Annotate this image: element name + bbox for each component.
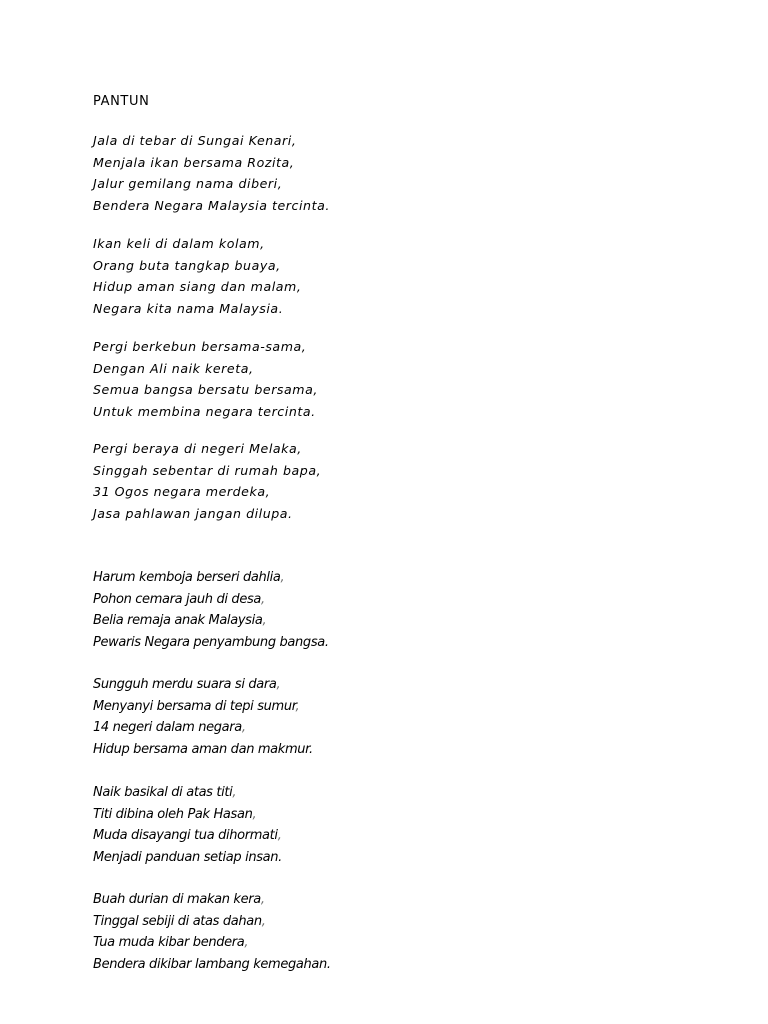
stanza-4 — [93, 438, 321, 524]
line-comma: , — [295, 698, 300, 714]
line-text: Naik basikal di atas titi — [93, 785, 233, 800]
stanza-2 — [93, 233, 301, 319]
stanza-line: Singgah sebentar di rumah bapa, — [93, 462, 322, 478]
line-comma: , — [276, 677, 281, 692]
stanza-line — [93, 889, 331, 911]
stanza-line: Semua bangsa bersatu bersama, — [93, 382, 318, 397]
line-comma: , — [241, 720, 246, 735]
line-text: Menjadi panduan setiap insan. — [93, 849, 282, 865]
stanza-line: Jala di tebar di Sungai Kenari, — [93, 133, 297, 148]
stanza-line — [93, 739, 313, 761]
line-text: Harum kemboja berseri dahlia — [93, 570, 281, 585]
line-text: Belia remaja anak Malaysia — [93, 613, 263, 628]
line-text: Tinggal sebiji di atas dahan — [93, 913, 262, 929]
stanza-line: Hidup aman siang dan malam, — [93, 279, 302, 294]
stanza-line — [93, 804, 282, 826]
stanza-line: Jasa pahlawan jangan dilupa. — [93, 505, 293, 521]
line-text: Hidup bersama aman dan makmur. — [93, 741, 313, 757]
stanza-line: Orang buta tangkap buaya, — [93, 257, 281, 273]
line-comma: , — [232, 785, 237, 800]
line-text: Pewaris Negara penyambung bangsa. — [93, 634, 329, 650]
line-text: Titi dibina oleh Pak Hasan — [93, 806, 253, 822]
stanza-line — [93, 589, 329, 611]
stanza-line — [93, 717, 313, 739]
stanza-line — [93, 782, 282, 804]
line-comma: , — [261, 591, 265, 607]
stanza-line — [93, 696, 313, 718]
stanza-line — [93, 825, 282, 847]
line-text: 14 negeri dalam negara — [93, 720, 242, 735]
stanza-line — [93, 847, 282, 869]
line-text: Tua muda kibar bendera — [93, 935, 245, 950]
line-text: Menyanyi bersama di tepi sumur — [93, 698, 296, 714]
stanza-line — [93, 632, 329, 654]
stanza-6 — [93, 674, 313, 760]
line-comma: , — [262, 613, 267, 628]
stanza-line: Negara kita nama Malaysia. — [93, 300, 284, 316]
line-text: Pohon cemara jauh di desa — [93, 591, 262, 607]
line-text: Buah durian di makan kera — [93, 892, 261, 907]
stanza-line — [93, 932, 331, 954]
line-text: Bendera dikibar lambang kemegahan. — [93, 956, 331, 972]
stanza-line: Bendera Negara Malaysia tercinta. — [93, 197, 330, 213]
stanza-line: Pergi berkebun bersama-sama, — [93, 339, 307, 354]
stanza-line: Untuk membina negara tercinta. — [93, 403, 316, 419]
stanza-5 — [93, 567, 329, 653]
stanza-line — [93, 674, 313, 696]
line-comma: , — [277, 828, 282, 843]
stanza-8 — [93, 889, 331, 975]
stanza-1 — [93, 130, 330, 216]
stanza-line — [93, 567, 329, 589]
stanza-line — [93, 610, 329, 632]
stanza-line — [93, 954, 331, 976]
stanza-line — [93, 911, 331, 933]
stanza-line: Pergi beraya di negeri Melaka, — [93, 441, 302, 456]
line-comma: , — [252, 806, 257, 822]
stanza-line: Menjala ikan bersama Rozita, — [93, 154, 295, 170]
page-title: PANTUN — [93, 94, 150, 109]
line-comma: , — [280, 570, 285, 585]
line-text: Sungguh merdu suara si dara — [93, 677, 277, 692]
line-comma: , — [261, 913, 266, 929]
stanza-line: Dengan Ali naik kereta, — [93, 360, 254, 376]
line-comma: , — [244, 935, 249, 950]
stanza-3 — [93, 336, 318, 422]
stanza-line: Ikan keli di dalam kolam, — [93, 236, 265, 251]
stanza-7 — [93, 782, 282, 868]
line-comma: , — [260, 892, 265, 907]
stanza-line: Jalur gemilang nama diberi, — [93, 176, 283, 191]
line-text: Muda disayangi tua dihormati — [93, 828, 278, 843]
stanza-line: 31 Ogos negara merdeka, — [93, 484, 271, 499]
